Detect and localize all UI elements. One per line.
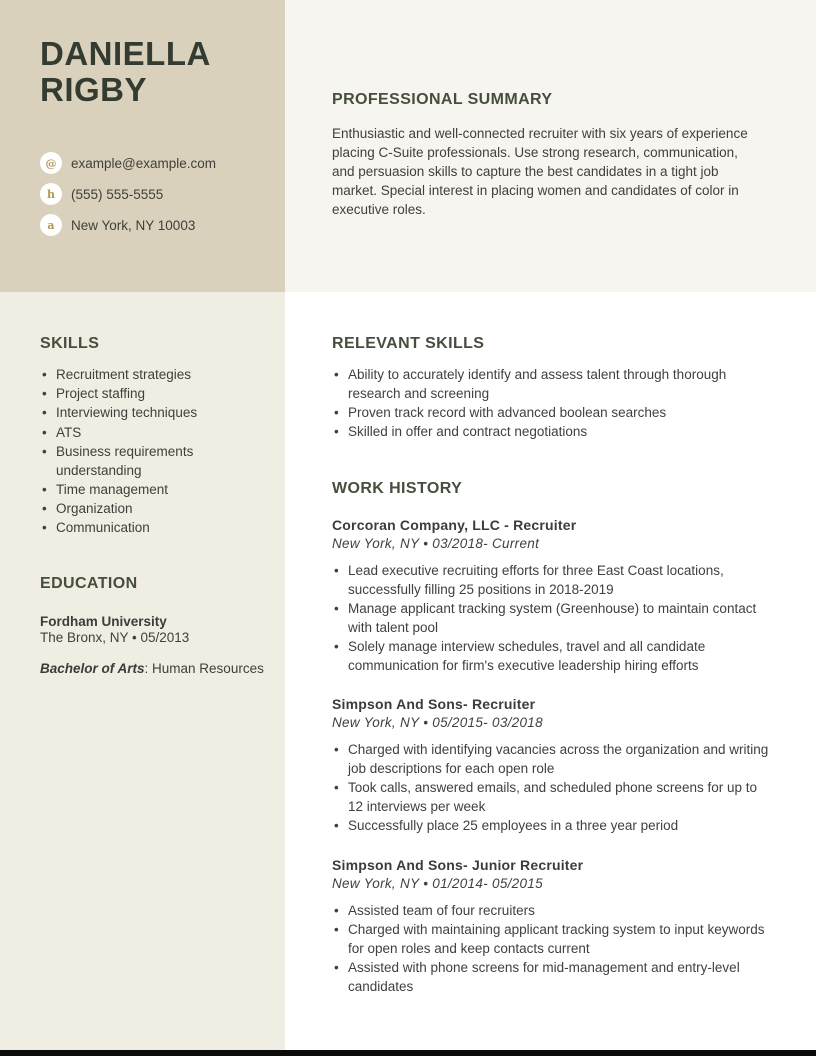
job-title: Corcoran Company, LLC - Recruiter xyxy=(332,517,577,533)
education-section xyxy=(40,575,272,676)
education-degree-label: Bachelor of Arts xyxy=(40,660,145,676)
work-history-section xyxy=(332,480,774,1017)
job-meta: New York, NY • 05/2015- 03/2018 xyxy=(332,715,543,731)
job-meta: New York, NY • 03/2018- Current xyxy=(332,536,540,551)
summary-text: Enthusiastic and well-connected recruiter with six years of experience placing C-Suite professionals. Use strong research, communication, and persuasion skills to capture the best candidates in a tight job market. Special interest in placing women and candidates of color in executive roles. xyxy=(332,126,748,217)
job-bullet: • Assisted team of four recruiters xyxy=(332,902,774,921)
location-text: New York, NY 10003 xyxy=(71,217,196,233)
phone-icon: h xyxy=(40,183,62,205)
skill-item: • Project staffing xyxy=(40,385,262,404)
contact-list xyxy=(40,152,275,245)
skill-item: • Communication xyxy=(40,519,262,538)
education-degree-field: : Human Resources xyxy=(144,660,264,676)
contact-row-email xyxy=(40,152,275,174)
job-bullet: • Assisted with phone screens for mid-management and entry-level candidates xyxy=(332,959,774,996)
skill-item: • Organization xyxy=(40,500,262,519)
job-entry xyxy=(332,857,774,997)
job-entry xyxy=(332,517,774,675)
candidate-name xyxy=(40,36,270,108)
skills-list xyxy=(40,366,262,538)
education-school: Fordham University xyxy=(40,614,167,629)
job-bullet: • Successfully place 25 employees in a three year period xyxy=(332,817,774,836)
education-location-date: The Bronx, NY • 05/2013 xyxy=(40,630,190,645)
job-entry xyxy=(332,696,774,836)
skill-item: • Time management xyxy=(40,481,262,500)
skill-item: • ATS xyxy=(40,424,262,443)
relevant-skill-item: • Proven track record with advanced boolean searches xyxy=(332,404,774,423)
job-bullet-list xyxy=(332,741,774,836)
relevant-skills-list xyxy=(332,366,774,442)
skill-item: • Business requirements understanding xyxy=(40,443,262,480)
job-bullet: • Charged with identifying vacancies across the organization and writing job descriptions for each open role xyxy=(332,741,774,778)
candidate-last-name: RIGBY xyxy=(40,71,148,108)
education-heading: EDUCATION xyxy=(40,575,138,592)
job-bullet: • Took calls, answered emails, and scheduled phone screens for up to 12 interviews per week xyxy=(332,779,774,816)
job-bullet-list xyxy=(332,562,774,675)
job-title: Simpson And Sons- Junior Recruiter xyxy=(332,856,584,873)
candidate-first-name: DANIELLA xyxy=(40,35,211,72)
relevant-skill-item: • Skilled in offer and contract negotiations xyxy=(332,423,774,442)
skills-heading: SKILLS xyxy=(40,335,100,352)
skill-item: • Interviewing techniques xyxy=(40,404,262,423)
footer-bar xyxy=(0,1050,816,1056)
education-degree xyxy=(40,661,272,676)
summary-section xyxy=(332,91,758,219)
contact-row-location xyxy=(40,214,275,236)
relevant-skill-item: • Ability to accurately identify and assess talent through thorough research and screening xyxy=(332,366,774,403)
relevant-skills-heading: RELEVANT SKILLS xyxy=(332,335,485,352)
job-bullet: • Lead executive recruiting efforts for three East Coast locations, successfully filling 25 positions in 2018-2019 xyxy=(332,562,774,599)
skills-section xyxy=(40,335,262,538)
email-text: example@example.com xyxy=(71,155,217,171)
contact-row-phone xyxy=(40,183,275,205)
summary-heading: PROFESSIONAL SUMMARY xyxy=(332,91,553,108)
phone-text: (555) 555-5555 xyxy=(71,186,164,202)
job-meta: New York, NY • 01/2014- 05/2015 xyxy=(332,875,543,891)
job-title: Simpson And Sons- Recruiter xyxy=(332,696,536,713)
job-bullet: • Charged with maintaining applicant tracking system to input keywords for open roles and keep contacts current xyxy=(332,921,774,958)
work-history-heading: WORK HISTORY xyxy=(332,480,463,497)
location-icon: a xyxy=(40,214,62,236)
job-bullet-list xyxy=(332,902,774,997)
email-icon: @ xyxy=(40,152,62,174)
skill-item: • Recruitment strategies xyxy=(40,366,262,385)
job-bullet: • Manage applicant tracking system (Greenhouse) to maintain contact with talent pool xyxy=(332,600,774,637)
job-bullet: • Solely manage interview schedules, travel and all candidate communication for firm's executive leadership hiring efforts xyxy=(332,638,774,675)
relevant-skills-section xyxy=(332,335,774,442)
